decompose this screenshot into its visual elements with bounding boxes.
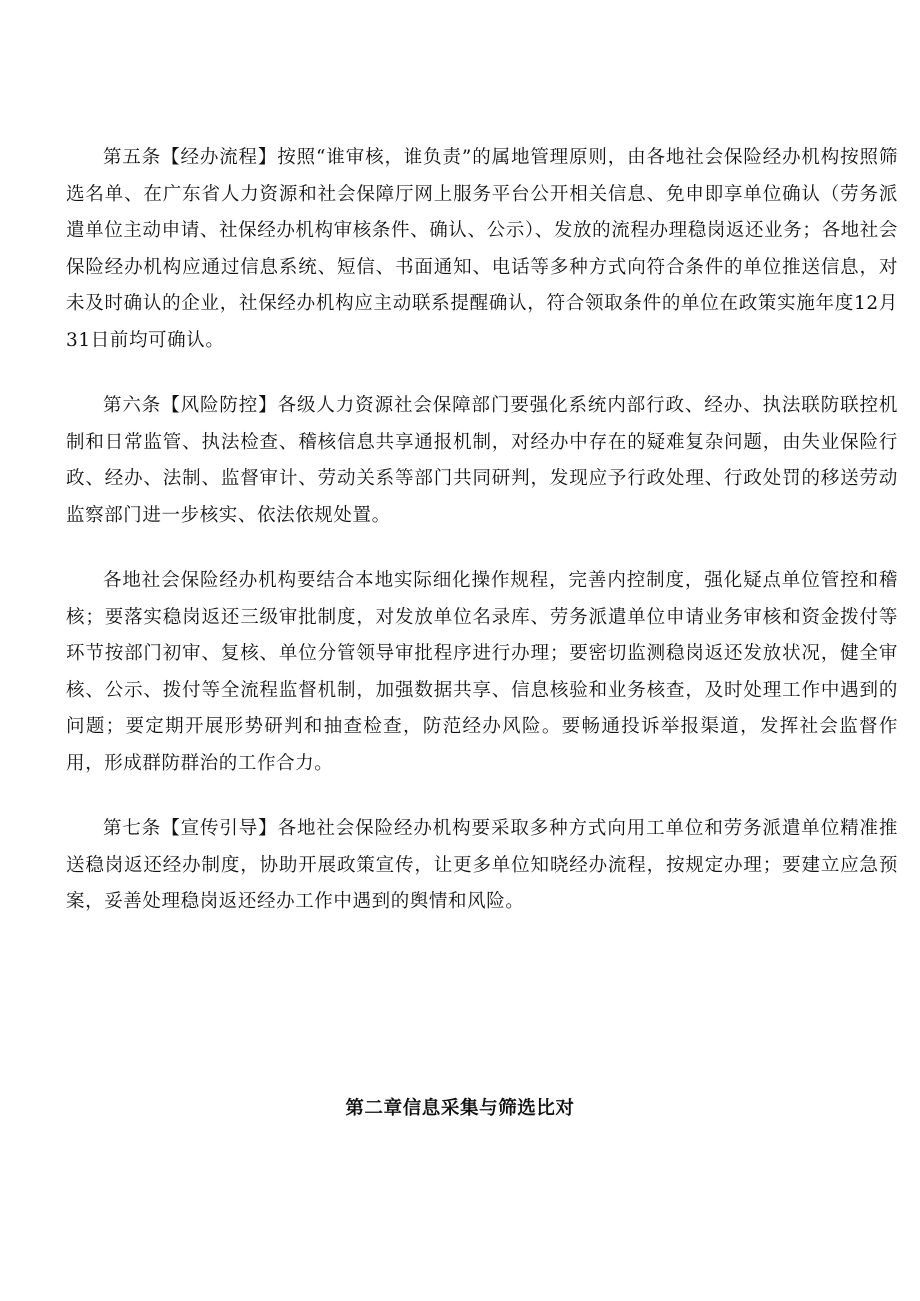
chapter-2-heading: 第二章信息采集与筛选比对 [345,1098,575,1119]
article-6-continuation-paragraph: 各地社会保险经办机构要结合本地实际细化操作规程，完善内控制度，强化疑点单位管控和稽核；要落实稳岗返还三级审批制度，对发放单位名录库、劳务派遣单位申请业务审核和资金拨付等环节按部门初审、复核、单位分管领导审批程序进行办理；要密切监测稳岗返还发放状况，健全审核、公示、拨付等全流程监督机制，加强数据共享、信息核验和业务核查，及时处理工作中遇到的问题；要定期开展形势研判和抽查检查，防范经办风险。要畅通投诉举报渠道，发挥社会监督作用，形成群防群治的工作合力。 [66,570,898,774]
article-7-paragraph: 第七条【宣传引导】各地社会保险经办机构要采取多种方式向用工单位和劳务派遣单位精准推送稳岗返还经办制度，协助开展政策宣传，让更多单位知晓经办流程，按规定办理；要建立应急预案，妥善处理稳岗返还经办工作中遇到的舆情和风险。 [66,818,898,912]
article-5-paragraph: 第五条【经办流程】按照“谁审核，谁负责”的属地管理原则，由各地社会保险经办机构按照筛选名单、在广东省人力资源和社会保障厅网上服务平台公开相关信息、免申即享单位确认（劳务派遣单位主动申请、社保经办机构审核条件、确认、公示）、发放的流程办理稳岗返还业务；各地社会保险经办机构应通过信息系统、短信、书面通知、电话等多种方式向符合条件的单位推送信息，对未及时确认的企业，社保经办机构应主动联系提醒确认，符合领取条件的单位在政策实施年度12月31日前均可确认。 [66,147,898,351]
article-6-paragraph: 第六条【风险防控】各级人力资源社会保障部门要强化系统内部行政、经办、执法联防联控机制和日常监管、执法检查、稽核信息共享通报机制，对经办中存在的疑难复杂问题，由失业保险行政、经办、法制、监督审计、劳动关系等部门共同研判，发现应予行政处理、行政处罚的移送劳动监察部门进一步核实、依法依规处置。 [66,395,898,526]
